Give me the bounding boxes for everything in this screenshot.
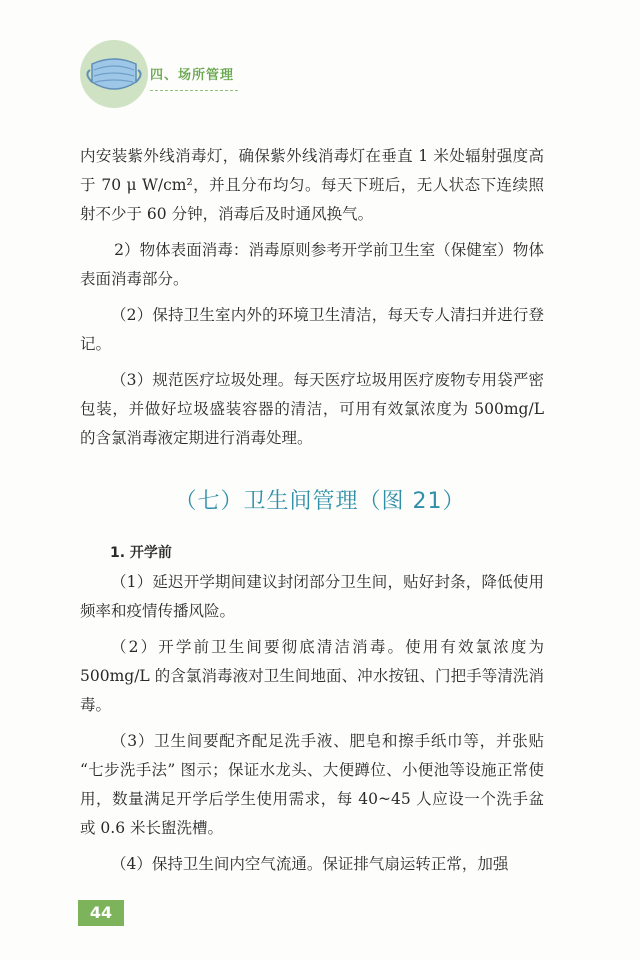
paragraph: （2）开学前卫生间要彻底清洁消毒。使用有效氯浓度为 500mg/L 的含氯消毒液对卫生间地面、冲水按钮、门把手等清洗消毒。 xyxy=(80,638,544,714)
face-mask-icon xyxy=(80,40,148,108)
section-title: （七）卫生间管理（图 21） xyxy=(174,489,466,514)
section-label: 四、场所管理 xyxy=(150,68,235,83)
paragraph: （2）保持卫生室内外的环境卫生清洁，每天专人清扫并进行登记。 xyxy=(80,306,544,353)
paragraph: （3）规范医疗垃圾处理。每天医疗垃圾用医疗废物专用袋严密包装，并做好垃圾盛装容器的清洁，可用有效氯浓度为 500mg/L 的含氯消毒液定期进行消毒处理。 xyxy=(80,371,544,447)
chapter-header xyxy=(80,40,380,110)
paragraph: 2）物体表面消毒：消毒原则参考开学前卫生室（保健室）物体表面消毒部分。 xyxy=(80,241,544,288)
paragraph: （4）保持卫生间内空气流通。保证排气扇运转正常，加强 xyxy=(111,855,509,873)
top-text-block xyxy=(80,142,544,460)
paragraph: （1）延迟开学期间建议封闭部分卫生间，贴好封条，降低使用频率和疫情传播风险。 xyxy=(80,573,544,620)
bottom-text-block xyxy=(80,568,544,886)
paragraph: 内安装紫外线消毒灯，确保紫外线消毒灯在垂直 1 米处辐射强度高于 70 μ W/cm²，并且分布均匀。每天下班后，无人状态下连续照射不少于 60 分钟，消毒后及时通风换气。 xyxy=(80,147,544,223)
paragraph: （3）卫生间要配齐配足洗手液、肥皂和擦手纸巾等，并张贴 “七步洗手法” 图示；保证水龙头、大便蹲位、小便池等设施正常使用，数量满足开学后学生使用需求，每 40~45 人应设一个洗手盆或 0.6 米长盥洗槽。 xyxy=(80,732,544,837)
subheading: 1. 开学前 xyxy=(110,545,172,561)
dashed-divider xyxy=(150,90,238,91)
page-number: 44 xyxy=(78,900,124,926)
